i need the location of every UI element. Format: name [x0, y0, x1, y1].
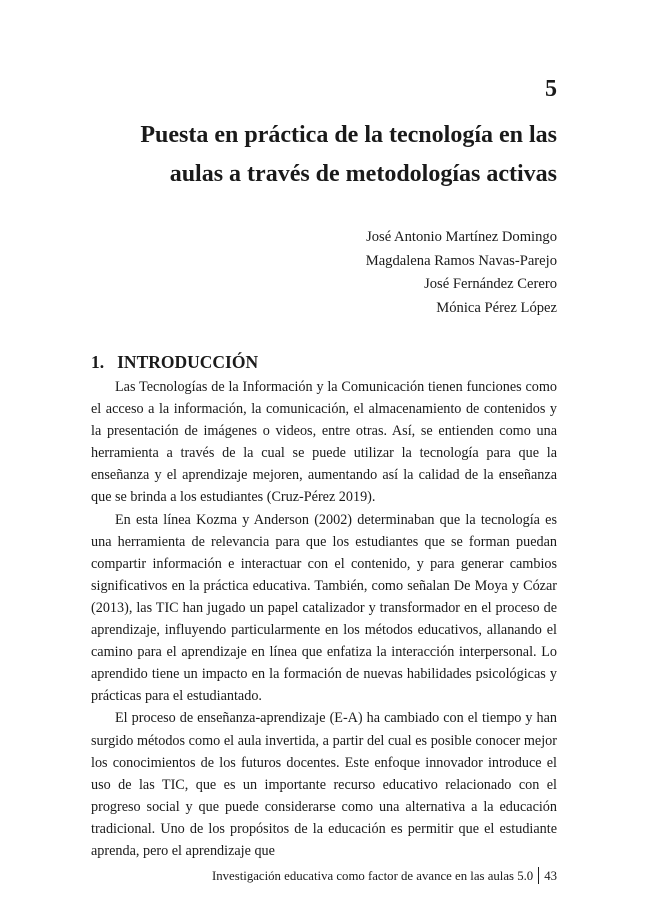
footer-divider: [538, 867, 539, 884]
page-footer: [212, 867, 557, 884]
author-name: José Antonio Martínez Domingo: [366, 229, 557, 245]
section-title: INTRODUCCIÓN: [117, 352, 259, 372]
page-number: 43: [544, 869, 557, 883]
paragraph: En esta línea Kozma y Anderson (2002) determinaban que la tecnología es una herramienta de relevancia para que los estudiantes que se forman puedan compartir información e interactuar con el contenido, y para generar cambios significativos en la práctica educativa. También, como señalan De Moya y Cózar (2013), las TIC han jugado un papel catalizador y transformador en el proceso de aprendizaje, influyendo particularmente en los métodos educativos, allanando el camino para el aprendizaje en línea que enfatiza la interacción interpersonal. Lo aprendido tiene un impacto en la formación de nuevas habilidades psicológicas y prácticas para el estudiantado.: [91, 511, 557, 705]
section-number: 1.: [91, 352, 105, 372]
section-heading: [91, 352, 258, 373]
author-name: Magdalena Ramos Navas-Parejo: [365, 252, 557, 269]
author-name: Mónica Pérez López: [436, 299, 557, 316]
running-title: Investigación educativa como factor de avance en las aulas 5.0: [212, 869, 534, 883]
author-list: [366, 226, 557, 320]
body-text: [91, 376, 557, 862]
author-name: José Fernández Cerero: [424, 276, 557, 292]
chapter-number: 5: [545, 76, 557, 102]
chapter-title: Puesta en práctica de la tecnología en las aulas a través de metodologías activas: [140, 122, 557, 187]
paragraph: El proceso de enseñanza-aprendizaje (E-A) ha cambiado con el tiempo y han surgido métodos como el aula invertida, a partir del cual es posible conocer mejor los conocimientos de los futuros docentes. Este enfoque innovador introduce el uso de las TIC, que es un importante recurso educativo relacionado con el progreso social y que puede considerarse como una alternativa a la educación tradicional. Uno de los propósitos de la educación es permitir que el estudiante aprenda, pero el aprendizaje que: [91, 710, 557, 859]
paragraph: Las Tecnologías de la Información y la Comunicación tienen funciones como el acceso a la información, la comunicación, el almacenamiento de contenidos y la presentación de imágenes o videos, entre otras. Así, se entienden como una herramienta a través de la cual se puede utilizar la tecnología para que la enseñanza y el aprendizaje mejoren, aumentando así la calidad de la enseñanza que se brinda a los estudiantes (Cruz-Pérez 2019).: [91, 379, 557, 506]
